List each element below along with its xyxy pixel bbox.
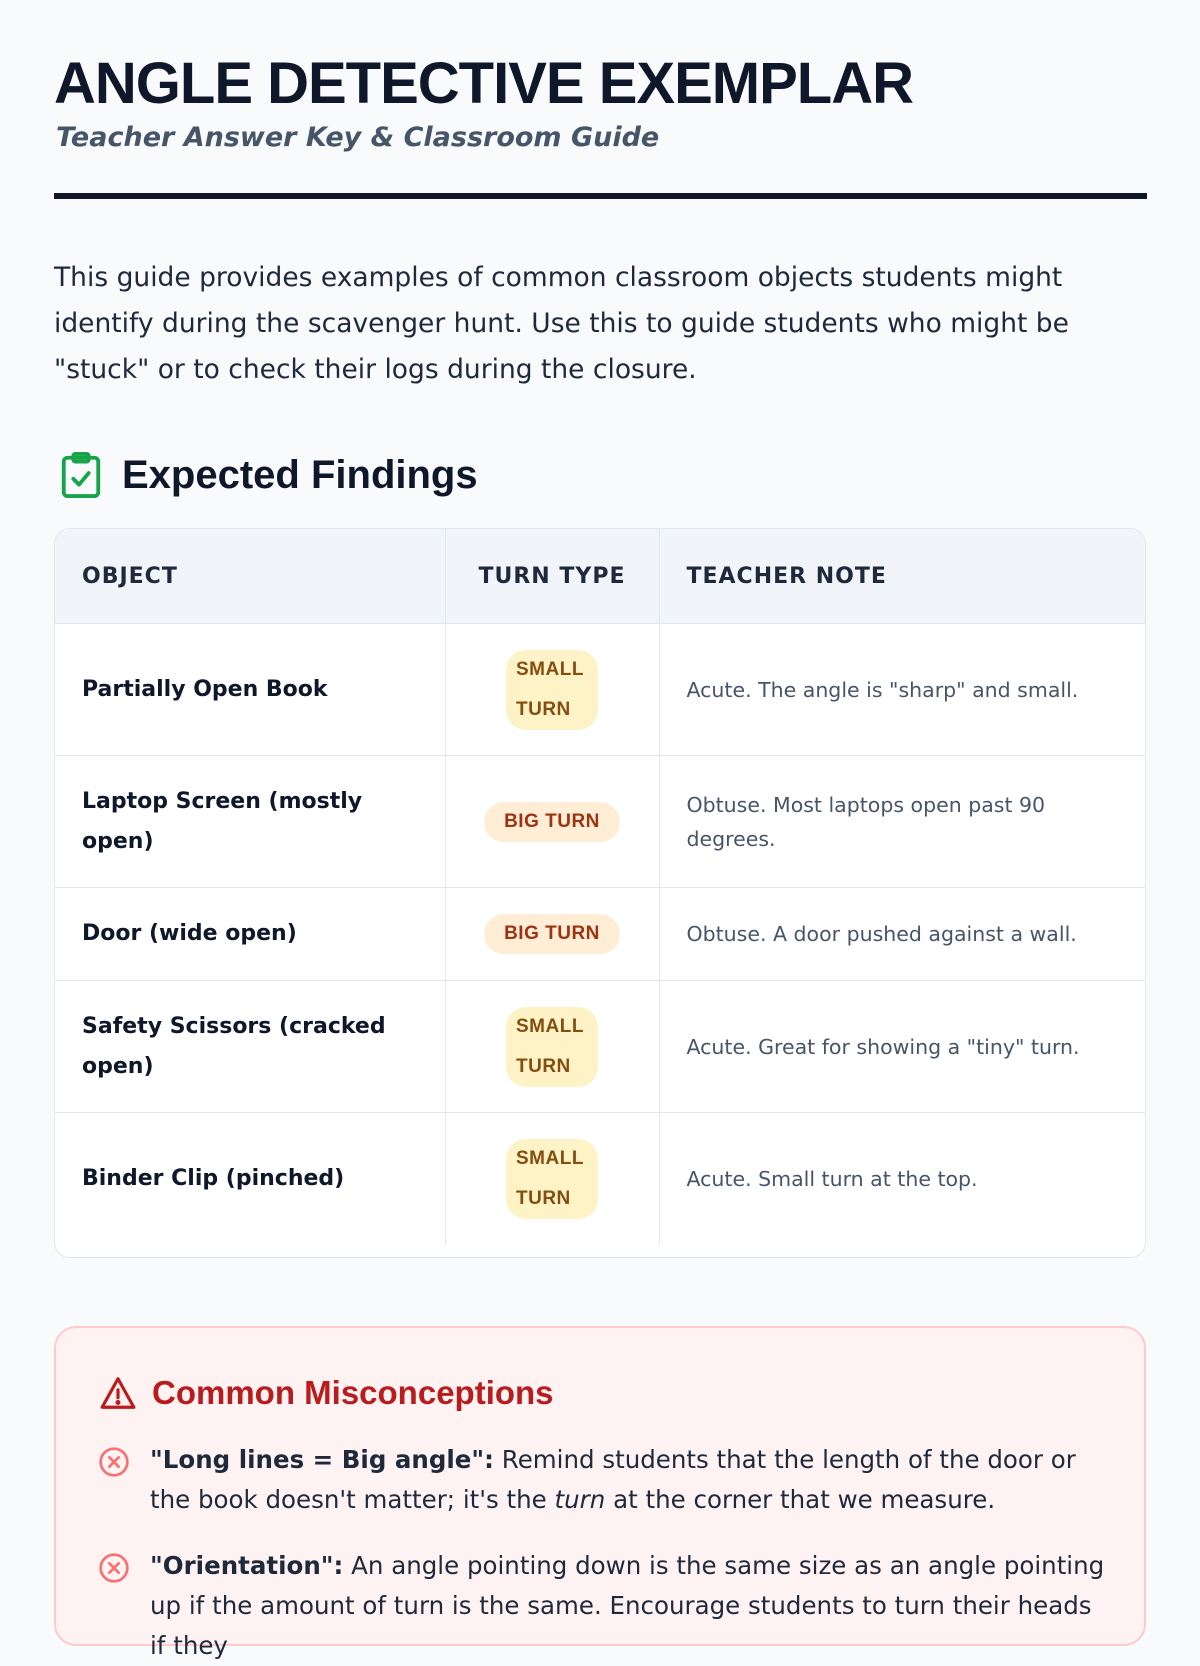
column-header-teacher-note: TEACHER NOTE: [659, 529, 1145, 624]
turn-badge: SMALL TURN: [506, 1139, 598, 1219]
turn-badge: BIG TURN: [484, 802, 620, 842]
note-cell: Acute. Great for showing a "tiny" turn.: [659, 981, 1145, 1113]
table-row: [55, 756, 1145, 888]
misconception-body-end: at the corner that we measure.: [613, 1485, 996, 1514]
note-cell: Acute. Small turn at the top.: [659, 1113, 1145, 1245]
note-cell: Acute. The angle is "sharp" and small.: [659, 624, 1145, 756]
turn-cell: [445, 1113, 659, 1245]
turn-badge: SMALL TURN: [506, 1007, 598, 1087]
table-header-row: [55, 529, 1145, 624]
misconception-text: [150, 1440, 1108, 1520]
misconception-item: [98, 1546, 1108, 1666]
turn-cell: [445, 888, 659, 981]
misconception-body: An angle pointing down is the same size as an angle pointing up if the amount of turn is the same. Encourage students to turn their heads if they: [150, 1551, 1105, 1660]
object-cell: Binder Clip (pinched): [55, 1113, 445, 1245]
intro-paragraph: This guide provides examples of common classroom objects students might identify during the scavenger hunt. Use this to guide students who might be "stuck" or to check their logs during the closure.: [54, 262, 1069, 385]
table-row: [55, 981, 1145, 1113]
misconceptions-title: Common Misconceptions: [152, 1374, 554, 1411]
misconception-text: [150, 1546, 1108, 1666]
misconception-label: "Orientation":: [150, 1551, 344, 1580]
misconception-emphasis: turn: [554, 1485, 606, 1514]
note-cell: Obtuse. A door pushed against a wall.: [659, 888, 1145, 981]
column-header-turn-type: TURN TYPE: [445, 529, 659, 624]
warning-triangle-icon: [98, 1374, 138, 1412]
note-cell: Obtuse. Most laptops open past 90 degrees.: [659, 756, 1145, 888]
table-row: [55, 888, 1145, 981]
column-header-object: OBJECT: [55, 529, 445, 624]
findings-title: Expected Findings: [122, 452, 478, 497]
misconceptions-heading: [98, 1374, 554, 1412]
page-subtitle: Teacher Answer Key & Classroom Guide: [56, 122, 660, 153]
turn-cell: [445, 624, 659, 756]
object-cell: Safety Scissors (cracked open): [55, 981, 445, 1113]
table-row: [55, 624, 1145, 756]
misconception-body: Remind students that the length of the door or the book doesn't matter; it's the: [150, 1445, 1076, 1514]
turn-cell: [445, 756, 659, 888]
page-title: ANGLE DETECTIVE EXEMPLAR: [54, 51, 913, 116]
object-cell: Door (wide open): [55, 888, 445, 981]
turn-badge: BIG TURN: [484, 914, 620, 954]
findings-heading: [58, 448, 478, 502]
misconception-item: [98, 1440, 1108, 1520]
x-circle-icon: [98, 1552, 130, 1584]
table-row: [55, 1113, 1145, 1245]
object-cell: Partially Open Book: [55, 624, 445, 756]
turn-badge: SMALL TURN: [506, 650, 598, 730]
object-cell: Laptop Screen (mostly open): [55, 756, 445, 888]
misconceptions-callout: [54, 1326, 1146, 1660]
misconception-label: "Long lines = Big angle":: [150, 1445, 494, 1474]
findings-table: [54, 528, 1146, 1258]
x-circle-icon: [98, 1446, 130, 1478]
turn-cell: [445, 981, 659, 1113]
clipboard-check-icon: [58, 450, 104, 500]
title-divider: [54, 193, 1147, 199]
